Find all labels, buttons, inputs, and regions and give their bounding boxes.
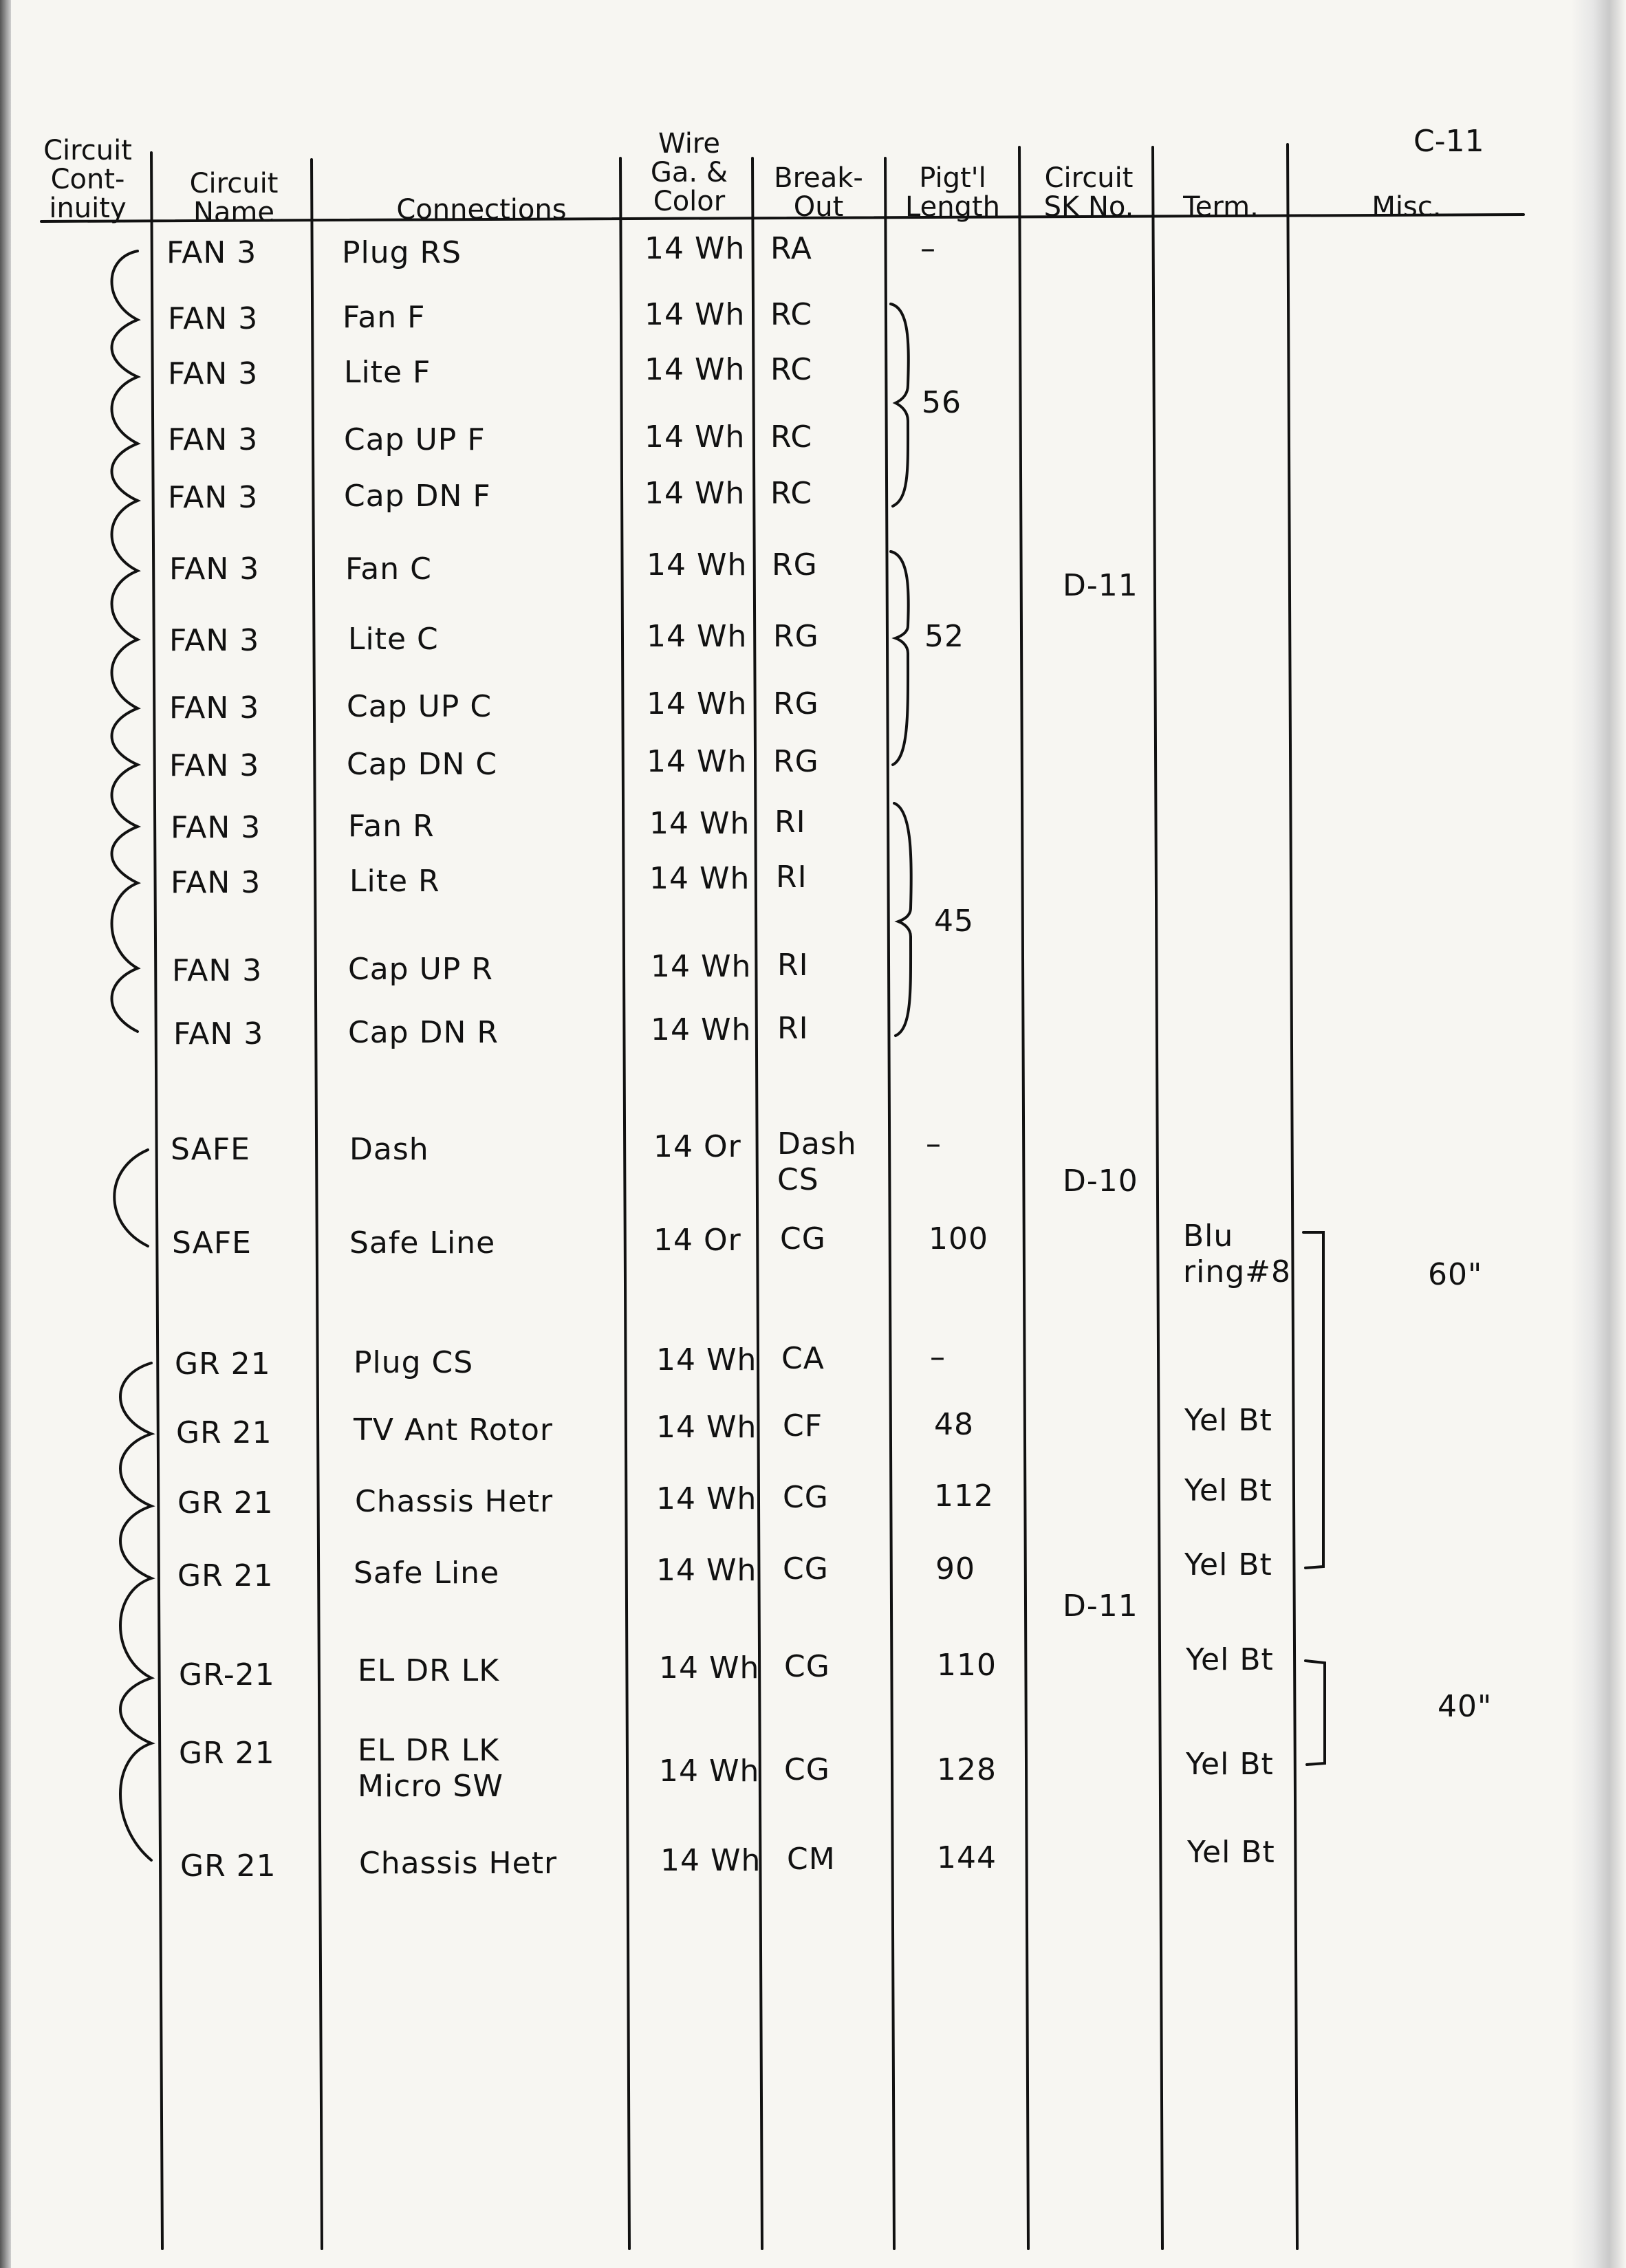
pigtail-group-length: 52: [924, 619, 964, 654]
wire-gauge-color: 14 Wh: [644, 352, 746, 387]
pigtail-group-brace: [894, 803, 911, 1036]
sk-number: D-11: [1063, 568, 1138, 603]
wire-gauge-color: 14 Wh: [649, 806, 750, 841]
circuit-name: FAN 3: [166, 235, 257, 270]
column-divider: [312, 160, 322, 2249]
wire-gauge-color: 14 Wh: [656, 1342, 757, 1377]
wire-gauge-color: 14 Wh: [644, 419, 746, 455]
breakout: RI: [774, 805, 806, 840]
terminal: Yel Bt: [1186, 1642, 1274, 1677]
circuit-name: GR 21: [176, 1415, 272, 1450]
breakout: CG: [780, 1221, 826, 1256]
connection: Safe Line: [349, 1225, 496, 1261]
breakout: RG: [772, 547, 818, 582]
page-number: C-11: [1413, 124, 1484, 159]
connection: Chassis Hetr: [359, 1846, 558, 1881]
pigtail-length: –: [920, 231, 936, 266]
connection: Cap UP C: [347, 689, 492, 724]
breakout: RI: [777, 948, 809, 983]
circuit-name: GR 21: [179, 1736, 275, 1771]
breakout: CM: [787, 1842, 836, 1877]
wire-gauge-color: 14 Wh: [647, 744, 748, 779]
connection: Chassis Hetr: [355, 1484, 554, 1519]
breakout: RG: [773, 744, 819, 779]
sk-number: D-11: [1063, 1589, 1138, 1624]
wire-gauge-color: 14 Wh: [656, 1481, 757, 1516]
connection: Cap UP F: [344, 422, 486, 457]
terminal: Yel Bt: [1184, 1547, 1272, 1582]
connection: Lite C: [348, 622, 439, 657]
breakout: CA: [781, 1341, 825, 1376]
header-wire: Wire Ga. & Color: [650, 128, 728, 217]
wire-gauge-color: 14 Wh: [644, 476, 746, 511]
header-connections: Connections: [396, 194, 567, 226]
breakout: RI: [776, 860, 807, 895]
terminal: Yel Bt: [1186, 1747, 1274, 1782]
pigtail-group-length: 56: [922, 385, 962, 420]
connection: Lite R: [349, 864, 440, 899]
connection: Cap UP R: [348, 952, 493, 987]
wire-gauge-color: 14 Wh: [651, 1012, 752, 1047]
header-pigtail: Pigt'l Length: [905, 162, 1000, 223]
pigtail-length: 144: [937, 1840, 997, 1875]
pigtail-length: 100: [929, 1221, 988, 1256]
pigtail-group-brace: [891, 304, 909, 506]
breakout: RG: [773, 686, 819, 721]
breakout: CG: [783, 1480, 829, 1515]
circuit-name: GR 21: [180, 1849, 277, 1884]
connection: Fan C: [345, 552, 432, 587]
pigtail-length: 128: [937, 1752, 997, 1787]
connection: EL DR LK Micro SW: [358, 1733, 503, 1804]
wire-gauge-color: 14 Wh: [656, 1410, 757, 1445]
breakout: CG: [783, 1551, 829, 1586]
circuit-name: FAN 3: [169, 623, 260, 658]
circuit-name: FAN 3: [169, 748, 260, 783]
circuit-name: FAN 3: [168, 480, 259, 515]
term-bracket: [1305, 1661, 1325, 1765]
header-sk-number: Circuit SK No.: [1043, 162, 1134, 223]
terminal: Yel Bt: [1184, 1403, 1272, 1438]
circuit-name: FAN 3: [171, 810, 261, 845]
wire-gauge-color: 14 Wh: [660, 1843, 761, 1878]
pigtail-group-brace: [891, 552, 909, 765]
terminal: Yel Bt: [1187, 1835, 1275, 1870]
connection: Dash: [349, 1132, 429, 1167]
column-divider: [620, 158, 629, 2249]
pigtail-length: 90: [935, 1551, 975, 1586]
circuit-name: FAN 3: [172, 953, 263, 988]
wire-gauge-color: 14 Wh: [644, 297, 746, 332]
breakout: RC: [770, 476, 813, 511]
breakout: CF: [783, 1408, 823, 1443]
pigtail-length: 110: [937, 1648, 997, 1683]
circuit-name: FAN 3: [168, 422, 259, 457]
pigtail-length: 48: [934, 1407, 974, 1442]
column-divider: [1288, 144, 1297, 2249]
breakout: RC: [770, 419, 813, 455]
wire-gauge-color: 14 Wh: [647, 686, 748, 721]
continuity-brace: [112, 251, 138, 1032]
wire-gauge-color: 14 Wh: [647, 547, 748, 582]
header-breakout: Break- Out: [774, 162, 863, 223]
circuit-name: FAN 3: [169, 552, 260, 587]
term-bracket: [1303, 1232, 1323, 1568]
breakout: CG: [784, 1752, 830, 1787]
header-term: Term.: [1183, 191, 1259, 223]
breakout: CG: [784, 1649, 830, 1684]
wire-gauge-color: 14 Wh: [659, 1754, 760, 1789]
column-divider: [752, 158, 762, 2249]
misc-note: 60": [1428, 1257, 1483, 1292]
circuit-name: FAN 3: [171, 865, 261, 900]
column-divider: [1019, 147, 1028, 2249]
pigtail-group-length: 45: [934, 904, 974, 939]
pigtail-length: 112: [934, 1479, 994, 1514]
column-divider: [151, 153, 162, 2249]
continuity-brace: [114, 1150, 148, 1246]
breakout: Dash CS: [777, 1126, 857, 1197]
circuit-name: GR 21: [175, 1346, 271, 1382]
pigtail-length: –: [926, 1126, 942, 1162]
circuit-name: GR 21: [177, 1558, 274, 1593]
pigtail-length: –: [930, 1340, 946, 1375]
connection: Lite F: [344, 355, 431, 390]
wire-gauge-color: 14 Wh: [651, 949, 752, 984]
breakout: RG: [773, 619, 819, 654]
circuit-name: SAFE: [171, 1132, 250, 1167]
connection: TV Ant Rotor: [354, 1413, 553, 1448]
header-underline: [41, 215, 1524, 221]
column-divider: [885, 158, 894, 2249]
sk-number: D-10: [1063, 1164, 1138, 1199]
continuity-brace: [120, 1363, 151, 1860]
circuit-name: FAN 3: [173, 1016, 264, 1051]
misc-note: 40": [1438, 1689, 1493, 1724]
wire-gauge-color: 14 Wh: [647, 619, 748, 654]
connection: Cap DN C: [347, 747, 498, 782]
circuit-name: SAFE: [172, 1225, 252, 1261]
terminal: Yel Bt: [1184, 1473, 1272, 1508]
connection: EL DR LK: [358, 1653, 500, 1688]
connection: Plug CS: [354, 1345, 474, 1380]
wire-gauge-color: 14 Or: [653, 1129, 741, 1164]
breakout: RC: [770, 297, 813, 332]
connection: Plug RS: [342, 235, 462, 270]
wire-gauge-color: 14 Wh: [659, 1650, 760, 1686]
circuit-name: FAN 3: [168, 301, 259, 336]
breakout: RI: [777, 1011, 809, 1046]
connection: Safe Line: [354, 1556, 500, 1591]
circuit-name: GR-21: [179, 1657, 275, 1692]
connection: Cap DN F: [344, 479, 491, 514]
circuit-name: FAN 3: [168, 356, 259, 391]
breakout: RA: [770, 231, 812, 266]
header-continuity: Circuit Cont- inuity: [43, 135, 132, 224]
connection: Fan F: [343, 300, 426, 335]
header-circuit-name: Circuit Name: [189, 168, 279, 228]
breakout: RC: [770, 352, 813, 387]
wire-gauge-color: 14 Or: [653, 1223, 741, 1258]
terminal: Blu ring#8: [1183, 1219, 1291, 1289]
circuit-name: FAN 3: [169, 690, 260, 726]
connection: Cap DN R: [348, 1015, 499, 1050]
column-divider: [1153, 147, 1162, 2249]
wire-gauge-color: 14 Wh: [649, 861, 750, 896]
wire-gauge-color: 14 Wh: [656, 1553, 757, 1588]
wire-gauge-color: 14 Wh: [644, 231, 746, 266]
connection: Fan R: [348, 809, 435, 844]
circuit-name: GR 21: [177, 1485, 274, 1520]
header-misc: Misc.: [1372, 191, 1442, 223]
